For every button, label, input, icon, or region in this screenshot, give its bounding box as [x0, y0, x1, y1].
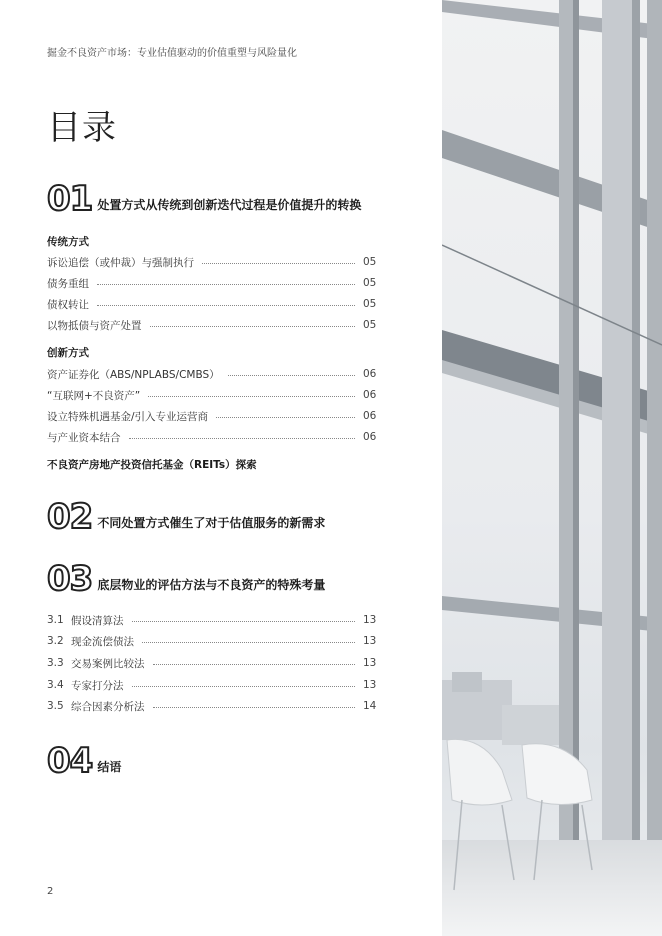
leader-dots	[97, 284, 355, 285]
toc-entry[interactable]	[47, 429, 376, 445]
toc-entry-label: 资产证券化（ABS/NPLABS/CMBS）	[47, 368, 220, 381]
toc-entry-page: 06	[363, 410, 377, 422]
leader-dots	[148, 396, 355, 397]
toc-entry[interactable]	[47, 296, 376, 312]
leader-dots	[216, 417, 355, 418]
toc-entry-page: 13	[363, 679, 377, 691]
toc-entry-number: 3.2	[47, 635, 64, 647]
leader-dots	[153, 664, 356, 665]
toc-entry-label: 交易案例比较法	[71, 657, 145, 670]
toc-entry[interactable]	[47, 275, 376, 291]
toc-entry-label: 诉讼追偿（或仲裁）与强制执行	[47, 256, 194, 269]
leader-dots	[142, 642, 355, 643]
section-04-heading[interactable]	[47, 741, 122, 781]
section-03-heading	[47, 559, 326, 599]
leader-dots	[228, 375, 355, 376]
toc-entry[interactable]	[47, 677, 376, 693]
toc-entry-page: 06	[363, 389, 377, 401]
toc-entry-label: 债权转让	[47, 298, 89, 311]
section-title: 底层物业的评估方法与不良资产的特殊考量	[97, 577, 326, 592]
toc-entry-page: 06	[363, 368, 377, 380]
toc-entry-label: 与产业资本结合	[47, 431, 121, 444]
toc-entry[interactable]	[47, 633, 376, 649]
subheading-traditional: 传统方式	[47, 236, 89, 248]
leader-dots	[132, 686, 356, 687]
toc-entry[interactable]	[47, 655, 376, 671]
leader-dots	[202, 263, 355, 264]
toc-entry-page: 05	[363, 256, 377, 268]
toc-entry-page: 06	[363, 431, 377, 443]
toc-entry-number: 3.3	[47, 657, 64, 669]
leader-dots	[97, 305, 355, 306]
toc-entry-label: 以物抵债与资产处置	[47, 319, 142, 332]
toc-entry[interactable]	[47, 317, 376, 333]
toc-entry-page: 14	[363, 700, 377, 712]
toc-entry-page: 13	[363, 657, 377, 669]
toc-entry-label: 专家打分法	[71, 679, 124, 692]
section-title: 结语	[97, 759, 122, 774]
section-title: 不同处置方式催生了对于估值服务的新需求	[97, 515, 326, 530]
leader-dots	[129, 438, 356, 439]
leader-dots	[150, 326, 356, 327]
toc-entry-label: 假设清算法	[71, 614, 124, 627]
section-number: 01	[47, 179, 93, 219]
page-number: 2	[47, 886, 54, 897]
toc-entry-label: 现金流偿债法	[71, 635, 134, 648]
section-number: 04	[47, 741, 93, 781]
toc-entry-label: “互联网+不良资产”	[47, 389, 141, 402]
architecture-photo	[442, 0, 662, 936]
toc-entry[interactable]	[47, 387, 376, 403]
section-title: 处置方式从传统到创新迭代过程是价值提升的转换	[97, 197, 362, 212]
leader-dots	[132, 621, 356, 622]
section-number: 02	[47, 497, 93, 537]
toc-entry-number: 3.4	[47, 679, 64, 691]
toc-entry-number: 3.1	[47, 614, 64, 626]
toc-entry[interactable]	[47, 612, 376, 628]
section-01-heading	[47, 179, 362, 219]
running-header: 掘金不良资产市场：专业估值驱动的价值重塑与风险量化	[47, 48, 297, 59]
toc-entry-label: 设立特殊机遇基金/引入专业运营商	[47, 410, 209, 423]
section-02-heading[interactable]	[47, 497, 326, 537]
toc-entry-page: 13	[363, 614, 377, 626]
toc-entry-page: 05	[363, 319, 377, 331]
toc-entry-label: 债务重组	[47, 277, 89, 290]
toc-entry-number: 3.5	[47, 700, 64, 712]
toc-entry[interactable]	[47, 698, 376, 714]
toc-entry-page: 05	[363, 277, 377, 289]
section-number: 03	[47, 559, 93, 599]
toc-entry[interactable]	[47, 408, 376, 424]
toc-entry-page: 13	[363, 635, 377, 647]
toc-entry[interactable]	[47, 366, 376, 382]
toc-entry-page: 05	[363, 298, 377, 310]
subheading-innovative: 创新方式	[47, 347, 89, 359]
subheading-reits[interactable]: 不良资产房地产投资信托基金（REITs）探索	[47, 459, 257, 471]
page-title: 目录	[47, 108, 117, 148]
toc-entry[interactable]	[47, 254, 376, 270]
toc-entry-label: 综合因素分析法	[71, 700, 145, 713]
leader-dots	[153, 707, 356, 708]
